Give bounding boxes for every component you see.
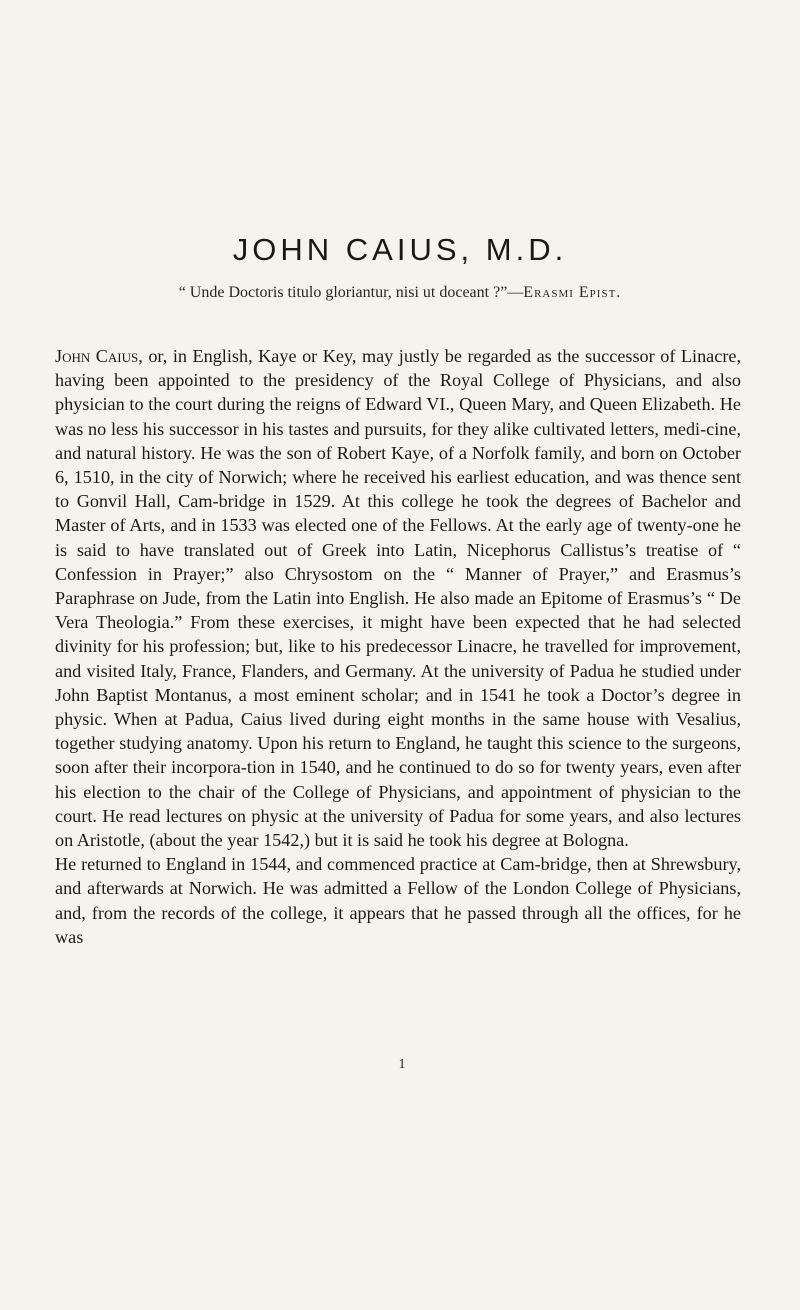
epigraph [0,284,800,302]
paragraph-1-lead: John Caius [55,346,139,366]
epigraph-quote: “ Unde Doctoris titulo gloriantur, nisi ut doceant ?”— [178,284,524,301]
page-number: 1 [398,1057,406,1072]
chapter-title: JOHN CAIUS, M.D. [232,232,568,267]
body-text [55,344,741,949]
paragraph-2 [55,852,741,949]
paragraph-2-text: He returned to England in 1544, and commenced practice at Cam-bridge, then at Shrewsbury, and afterwards at Norwich. He was admitted a Fellow of the London College of Physicians, and, from the records of the college, it appears that he passed through all the offices, for he was [55,854,741,947]
paragraph-1 [55,344,741,852]
epigraph-source: Erasmi Epist. [523,284,622,301]
paragraph-1-text: , or, in English, Kaye or Key, may justly be regarded as the successor of Linacre, having been appointed to the presidency of the Royal College of Physicians, and also physician to the court during the reigns of Edward VI., Queen Mary, and Queen Elizabeth. He was no less his successor in his tastes and pursuits, for they alike cultivated letters, medi-cine, and natural history. He was the son of Robert Kaye, of a Norfolk family, and born on October 6, 1510, in the city of Norwich; where he received his earliest education, and was thence sent to Gonvil Hall, Cam-bridge in 1529. At this college he took the degrees of Bachelor and Master of Arts, and in 1533 was elected one of the Fellows. At the early age of twenty-one he is said to have translated out of Greek into Latin, Nicephorus Callistus’s treatise of “ Confession in Prayer;” also Chrysostom on the “ Manner of Prayer,” and Erasmus’s Paraphrase on Jude, from the Latin into English. He also made an Epitome of Erasmus’s “ De Vera Theologia.” From these exercises, it might have been expected that he had selected divinity for his profession; but, like to his predecessor Linacre, he travelled for improvement, and visited Italy, France, Flanders, and Germany. At the university of Padua he studied under John Baptist Montanus, a most eminent scholar; and in 1541 he took a Doctor’s degree in physic. When at Padua, Caius lived during eight months in the same house with Vesalius, together studying anatomy. Upon his return to England, he taught this science to the surgeons, soon after their incorpora-tion in 1540, and he continued to do so for twenty years, even after his election to the chair of the College of Physicians, and appointment of physician to the court. He read lectures on physic at the university of Padua for some years, and also lectures on Aristotle, (about the year 1542,) but it is said he took his degree at Bologna. [55,346,741,851]
